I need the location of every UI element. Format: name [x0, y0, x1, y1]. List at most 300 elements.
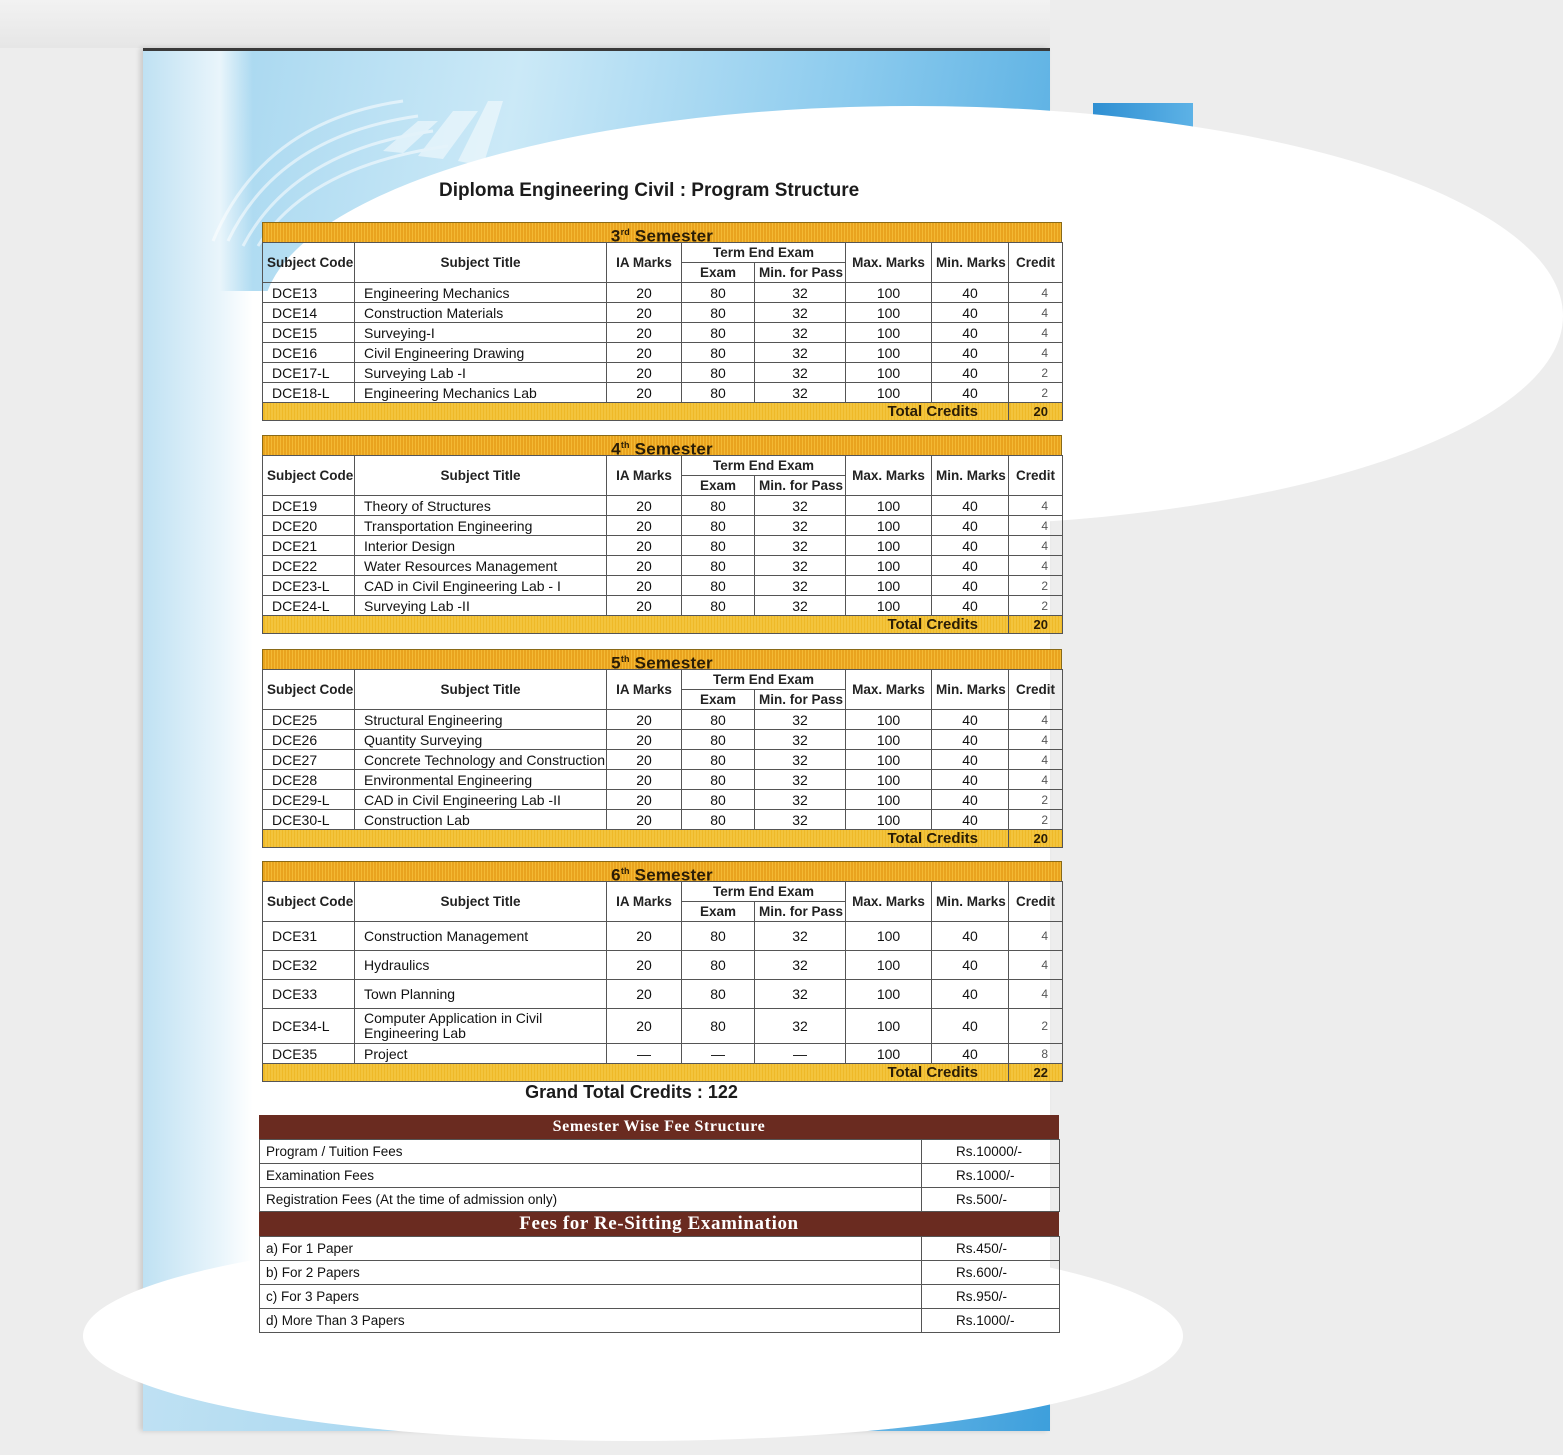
- cell-min-marks: 40: [932, 303, 1009, 323]
- cell-credit: 2: [1009, 383, 1063, 403]
- table-row: [263, 343, 1063, 363]
- cell-max-marks: 100: [846, 730, 932, 750]
- cell-ia-marks: 20: [607, 810, 682, 830]
- table-row: [263, 363, 1063, 383]
- fee-row: [260, 1188, 1060, 1212]
- cell-min-marks: 40: [932, 750, 1009, 770]
- cell-min-for-pass: 32: [755, 383, 846, 403]
- cell-subject-title: Quantity Surveying: [355, 730, 607, 750]
- total-credits-value: 20: [1009, 616, 1063, 634]
- cell-min-marks: 40: [932, 1009, 1009, 1044]
- header-min-marks: Min. Marks: [932, 882, 1009, 922]
- cell-ia-marks: —: [607, 1044, 682, 1064]
- table-row: [263, 576, 1063, 596]
- cell-exam-marks: 80: [682, 770, 755, 790]
- cell-credit: 4: [1009, 710, 1063, 730]
- semester-subjects-table: [262, 881, 1063, 1082]
- cell-subject-title: Construction Materials: [355, 303, 607, 323]
- cell-subject-code: DCE14: [263, 303, 355, 323]
- cell-subject-title: CAD in Civil Engineering Lab -II: [355, 790, 607, 810]
- header-max-marks: Max. Marks: [846, 456, 932, 496]
- cell-subject-code: DCE16: [263, 343, 355, 363]
- cell-exam-marks: —: [682, 1044, 755, 1064]
- semester-table-4: [262, 435, 1062, 634]
- cell-max-marks: 100: [846, 496, 932, 516]
- cell-subject-title: Transportation Engineering: [355, 516, 607, 536]
- cell-credit: 4: [1009, 343, 1063, 363]
- header-term-end-exam: Term End Exam: [682, 882, 846, 902]
- table-row: [263, 596, 1063, 616]
- cell-credit: 4: [1009, 951, 1063, 980]
- header-exam: Exam: [682, 902, 755, 922]
- semester-label: Semester: [634, 865, 713, 885]
- cell-subject-code: DCE21: [263, 536, 355, 556]
- cell-ia-marks: 20: [607, 980, 682, 1009]
- cell-min-for-pass: 32: [755, 556, 846, 576]
- cell-subject-code: DCE17-L: [263, 363, 355, 383]
- cell-credit: 4: [1009, 922, 1063, 951]
- cell-subject-code: DCE29-L: [263, 790, 355, 810]
- cell-exam-marks: 80: [682, 496, 755, 516]
- resit-fee-row: [260, 1237, 1060, 1261]
- fee-row: [260, 1140, 1060, 1164]
- cell-min-marks: 40: [932, 536, 1009, 556]
- cell-credit: 4: [1009, 980, 1063, 1009]
- cell-exam-marks: 80: [682, 1009, 755, 1044]
- cell-min-for-pass: 32: [755, 810, 846, 830]
- cell-min-marks: 40: [932, 323, 1009, 343]
- cell-max-marks: 100: [846, 750, 932, 770]
- header-subject-code: Subject Code: [263, 456, 355, 496]
- fee-item-label: d) More Than 3 Papers: [260, 1309, 922, 1333]
- cell-exam-marks: 80: [682, 323, 755, 343]
- header-subject-code: Subject Code: [263, 243, 355, 283]
- cell-min-marks: 40: [932, 770, 1009, 790]
- cell-subject-code: DCE34-L: [263, 1009, 355, 1044]
- header-term-end-exam: Term End Exam: [682, 243, 846, 263]
- header-exam: Exam: [682, 690, 755, 710]
- page-title: Diploma Engineering Civil : Program Structure: [439, 180, 860, 201]
- header-subject-title: Subject Title: [355, 243, 607, 283]
- cell-subject-title: Structural Engineering: [355, 710, 607, 730]
- header-min-marks: Min. Marks: [932, 456, 1009, 496]
- total-credits-label: Total Credits: [263, 403, 1009, 421]
- table-row: [263, 283, 1063, 303]
- cell-exam-marks: 80: [682, 516, 755, 536]
- cell-max-marks: 100: [846, 383, 932, 403]
- cell-credit: 2: [1009, 1009, 1063, 1044]
- cell-exam-marks: 80: [682, 790, 755, 810]
- fee-row: [260, 1164, 1060, 1188]
- cell-subject-code: DCE24-L: [263, 596, 355, 616]
- cell-min-for-pass: 32: [755, 750, 846, 770]
- fee-structure-table: [259, 1139, 1060, 1212]
- header-term-end-exam: Term End Exam: [682, 456, 846, 476]
- cell-ia-marks: 20: [607, 576, 682, 596]
- fee-item-label: b) For 2 Papers: [260, 1261, 922, 1285]
- header-min-for-pass: Min. for Pass: [755, 902, 846, 922]
- cell-max-marks: 100: [846, 1044, 932, 1064]
- fee-structure: [259, 1115, 1059, 1333]
- cell-min-for-pass: 32: [755, 1009, 846, 1044]
- resit-fee-row: [260, 1261, 1060, 1285]
- cell-subject-code: DCE23-L: [263, 576, 355, 596]
- semester-label: Semester: [634, 439, 713, 459]
- cell-min-marks: 40: [932, 980, 1009, 1009]
- fee-item-label: Examination Fees: [260, 1164, 922, 1188]
- cell-ia-marks: 20: [607, 750, 682, 770]
- cell-subject-title: Interior Design: [355, 536, 607, 556]
- fee-item-label: Program / Tuition Fees: [260, 1140, 922, 1164]
- cell-min-marks: 40: [932, 1044, 1009, 1064]
- table-row: [263, 810, 1063, 830]
- cell-subject-code: DCE27: [263, 750, 355, 770]
- resit-fees-title: Fees for Re-Sitting Examination: [259, 1212, 1059, 1236]
- cell-credit: 2: [1009, 363, 1063, 383]
- table-row: [263, 922, 1063, 951]
- header-ia-marks: IA Marks: [607, 882, 682, 922]
- header-ia-marks: IA Marks: [607, 456, 682, 496]
- cell-max-marks: 100: [846, 556, 932, 576]
- resit-fee-row: [260, 1285, 1060, 1309]
- cell-max-marks: 100: [846, 922, 932, 951]
- cell-min-marks: 40: [932, 383, 1009, 403]
- cell-exam-marks: 80: [682, 576, 755, 596]
- cell-credit: 2: [1009, 790, 1063, 810]
- cell-min-marks: 40: [932, 556, 1009, 576]
- cell-subject-title: Hydraulics: [355, 951, 607, 980]
- header-min-for-pass: Min. for Pass: [755, 476, 846, 496]
- cell-ia-marks: 20: [607, 516, 682, 536]
- semester-heading: [262, 222, 1062, 246]
- header-credit: Credit: [1009, 243, 1063, 283]
- cell-credit: 4: [1009, 323, 1063, 343]
- cell-min-marks: 40: [932, 710, 1009, 730]
- header-min-marks: Min. Marks: [932, 670, 1009, 710]
- cell-ia-marks: 20: [607, 730, 682, 750]
- cell-min-marks: 40: [932, 596, 1009, 616]
- total-credits-value: 20: [1009, 830, 1063, 848]
- total-credits-value: 22: [1009, 1064, 1063, 1082]
- cell-ia-marks: 20: [607, 710, 682, 730]
- fee-amount: Rs.500/-: [922, 1188, 1060, 1212]
- header-credit: Credit: [1009, 456, 1063, 496]
- cell-subject-title: Environmental Engineering: [355, 770, 607, 790]
- cell-min-for-pass: 32: [755, 576, 846, 596]
- cell-min-for-pass: 32: [755, 596, 846, 616]
- cell-max-marks: 100: [846, 303, 932, 323]
- semester-number: 5: [611, 653, 621, 673]
- cell-ia-marks: 20: [607, 323, 682, 343]
- cell-subject-code: DCE19: [263, 496, 355, 516]
- fee-amount: Rs.10000/-: [922, 1140, 1060, 1164]
- semester-table-6: [262, 861, 1062, 1082]
- cell-subject-code: DCE13: [263, 283, 355, 303]
- cell-subject-title: Surveying Lab -I: [355, 363, 607, 383]
- total-credits-label: Total Credits: [263, 616, 1009, 634]
- header-max-marks: Max. Marks: [846, 882, 932, 922]
- cell-exam-marks: 80: [682, 710, 755, 730]
- cell-max-marks: 100: [846, 576, 932, 596]
- cell-max-marks: 100: [846, 980, 932, 1009]
- header-subject-code: Subject Code: [263, 882, 355, 922]
- cell-exam-marks: 80: [682, 810, 755, 830]
- cell-min-for-pass: 32: [755, 303, 846, 323]
- cell-credit: 4: [1009, 770, 1063, 790]
- header-min-marks: Min. Marks: [932, 243, 1009, 283]
- table-row: [263, 496, 1063, 516]
- cell-min-for-pass: —: [755, 1044, 846, 1064]
- cell-ia-marks: 20: [607, 283, 682, 303]
- semester-subjects-table: [262, 669, 1063, 848]
- table-row: [263, 323, 1063, 343]
- cell-subject-title: Water Resources Management: [355, 556, 607, 576]
- cell-exam-marks: 80: [682, 750, 755, 770]
- cell-subject-code: DCE32: [263, 951, 355, 980]
- cell-ia-marks: 20: [607, 556, 682, 576]
- cell-subject-title: Construction Management: [355, 922, 607, 951]
- cell-exam-marks: 80: [682, 730, 755, 750]
- cell-subject-title: CAD in Civil Engineering Lab - I: [355, 576, 607, 596]
- semester-label: Semester: [634, 226, 714, 246]
- cell-ia-marks: 20: [607, 496, 682, 516]
- cell-exam-marks: 80: [682, 363, 755, 383]
- semester-ordinal-suffix: th: [620, 440, 630, 450]
- header-credit: Credit: [1009, 882, 1063, 922]
- fee-amount: Rs.600/-: [922, 1261, 1060, 1285]
- cell-max-marks: 100: [846, 596, 932, 616]
- cell-max-marks: 100: [846, 516, 932, 536]
- cell-min-for-pass: 32: [755, 343, 846, 363]
- cell-exam-marks: 80: [682, 980, 755, 1009]
- cell-min-for-pass: 32: [755, 951, 846, 980]
- cell-min-for-pass: 32: [755, 323, 846, 343]
- cell-credit: 2: [1009, 810, 1063, 830]
- semester-number: 6: [611, 865, 621, 885]
- cell-subject-code: DCE30-L: [263, 810, 355, 830]
- resit-fee-row: [260, 1309, 1060, 1333]
- cell-min-marks: 40: [932, 516, 1009, 536]
- cell-max-marks: 100: [846, 770, 932, 790]
- cell-max-marks: 100: [846, 363, 932, 383]
- cell-min-for-pass: 32: [755, 790, 846, 810]
- cell-max-marks: 100: [846, 810, 932, 830]
- table-row: [263, 750, 1063, 770]
- header-min-for-pass: Min. for Pass: [755, 263, 846, 283]
- cell-subject-title: Town Planning: [355, 980, 607, 1009]
- cell-min-marks: 40: [932, 576, 1009, 596]
- cell-credit: 8: [1009, 1044, 1063, 1064]
- cell-ia-marks: 20: [607, 363, 682, 383]
- fee-item-label: Registration Fees (At the time of admission only): [260, 1188, 922, 1212]
- cell-min-marks: 40: [932, 283, 1009, 303]
- header-ia-marks: IA Marks: [607, 243, 682, 283]
- cell-max-marks: 100: [846, 536, 932, 556]
- cell-min-for-pass: 32: [755, 283, 846, 303]
- cell-exam-marks: 80: [682, 343, 755, 363]
- cell-credit: 4: [1009, 516, 1063, 536]
- cell-min-for-pass: 32: [755, 363, 846, 383]
- cell-subject-code: DCE20: [263, 516, 355, 536]
- header-subject-code: Subject Code: [263, 670, 355, 710]
- cell-min-for-pass: 32: [755, 710, 846, 730]
- total-credits-label: Total Credits: [263, 830, 1009, 848]
- cell-min-for-pass: 32: [755, 922, 846, 951]
- cell-min-for-pass: 32: [755, 730, 846, 750]
- cell-subject-title: Surveying-I: [355, 323, 607, 343]
- table-row: [263, 790, 1063, 810]
- scan-background: [0, 0, 1050, 48]
- cell-subject-code: DCE28: [263, 770, 355, 790]
- cell-max-marks: 100: [846, 343, 932, 363]
- cell-max-marks: 100: [846, 951, 932, 980]
- cell-ia-marks: 20: [607, 343, 682, 363]
- cell-min-marks: 40: [932, 810, 1009, 830]
- semester-number: 4: [611, 439, 621, 459]
- cell-min-marks: 40: [932, 343, 1009, 363]
- header-credit: Credit: [1009, 670, 1063, 710]
- cell-exam-marks: 80: [682, 596, 755, 616]
- cell-ia-marks: 20: [607, 770, 682, 790]
- header-ia-marks: IA Marks: [607, 670, 682, 710]
- table-row: [263, 951, 1063, 980]
- header-subject-title: Subject Title: [355, 882, 607, 922]
- cell-max-marks: 100: [846, 323, 932, 343]
- total-credits-row: [263, 1064, 1063, 1082]
- table-row: [263, 730, 1063, 750]
- fee-structure-title: Semester Wise Fee Structure: [259, 1115, 1059, 1139]
- semester-table-5: [262, 649, 1062, 848]
- cell-min-for-pass: 32: [755, 770, 846, 790]
- cell-exam-marks: 80: [682, 303, 755, 323]
- fee-item-label: a) For 1 Paper: [260, 1237, 922, 1261]
- cell-ia-marks: 20: [607, 383, 682, 403]
- cell-max-marks: 100: [846, 1009, 932, 1044]
- total-credits-row: [263, 830, 1063, 848]
- cell-max-marks: 100: [846, 283, 932, 303]
- cell-max-marks: 100: [846, 790, 932, 810]
- cell-ia-marks: 20: [607, 922, 682, 951]
- cell-min-marks: 40: [932, 790, 1009, 810]
- cell-max-marks: 100: [846, 710, 932, 730]
- cell-credit: 4: [1009, 496, 1063, 516]
- cell-subject-title: Engineering Mechanics: [355, 283, 607, 303]
- cell-credit: 4: [1009, 730, 1063, 750]
- cell-subject-code: DCE26: [263, 730, 355, 750]
- cell-exam-marks: 80: [682, 556, 755, 576]
- cell-exam-marks: 80: [682, 536, 755, 556]
- cell-subject-title: Theory of Structures: [355, 496, 607, 516]
- semester-subjects-table: [262, 455, 1063, 634]
- semester-table-3: [262, 222, 1062, 421]
- fee-item-label: c) For 3 Papers: [260, 1285, 922, 1309]
- semester-subjects-table: [262, 242, 1063, 421]
- total-credits-row: [263, 403, 1063, 421]
- fee-amount: Rs.950/-: [922, 1285, 1060, 1309]
- table-row: [263, 770, 1063, 790]
- cell-ia-marks: 20: [607, 1009, 682, 1044]
- semester-number: 3: [610, 226, 621, 246]
- cell-subject-code: DCE31: [263, 922, 355, 951]
- cell-min-for-pass: 32: [755, 980, 846, 1009]
- table-row: [263, 980, 1063, 1009]
- table-row: [263, 383, 1063, 403]
- cell-credit: 4: [1009, 283, 1063, 303]
- cell-credit: 4: [1009, 536, 1063, 556]
- cell-credit: 4: [1009, 750, 1063, 770]
- table-row: [263, 556, 1063, 576]
- cell-min-for-pass: 32: [755, 536, 846, 556]
- cell-subject-title: Construction Lab: [355, 810, 607, 830]
- cell-subject-title: Project: [355, 1044, 607, 1064]
- left-background: [143, 51, 253, 1431]
- table-row: [263, 710, 1063, 730]
- cell-subject-code: DCE33: [263, 980, 355, 1009]
- table-row: [263, 1009, 1063, 1044]
- fee-amount: Rs.1000/-: [922, 1164, 1060, 1188]
- cell-subject-title: Engineering Mechanics Lab: [355, 383, 607, 403]
- total-credits-row: [263, 616, 1063, 634]
- table-row: [263, 303, 1063, 323]
- cell-subject-code: DCE35: [263, 1044, 355, 1064]
- fee-amount: Rs.450/-: [922, 1237, 1060, 1261]
- cell-subject-code: DCE25: [263, 710, 355, 730]
- header-exam: Exam: [682, 476, 755, 496]
- cell-min-for-pass: 32: [755, 496, 846, 516]
- header-max-marks: Max. Marks: [846, 243, 932, 283]
- semester-ordinal-suffix: rd: [620, 227, 630, 237]
- cell-min-marks: 40: [932, 730, 1009, 750]
- table-row: [263, 516, 1063, 536]
- semester-ordinal-suffix: th: [620, 866, 630, 876]
- header-subject-title: Subject Title: [355, 456, 607, 496]
- header-term-end-exam: Term End Exam: [682, 670, 846, 690]
- total-credits-label: Total Credits: [263, 1064, 1009, 1082]
- semester-heading: [262, 435, 1062, 459]
- cell-ia-marks: 20: [607, 596, 682, 616]
- semester-heading: [262, 649, 1062, 673]
- semester-label: Semester: [634, 653, 713, 673]
- fee-amount: Rs.1000/-: [922, 1309, 1060, 1333]
- cell-subject-title: Concrete Technology and Construction: [355, 750, 607, 770]
- cell-min-marks: 40: [932, 496, 1009, 516]
- cell-min-marks: 40: [932, 363, 1009, 383]
- cell-ia-marks: 20: [607, 536, 682, 556]
- table-row: [263, 536, 1063, 556]
- cell-subject-code: DCE15: [263, 323, 355, 343]
- grand-total-credits: Grand Total Credits : 122: [525, 1082, 738, 1102]
- cell-subject-title: Computer Application in Civil Engineering Lab: [355, 1009, 607, 1044]
- total-credits-value: 20: [1009, 403, 1063, 421]
- header-max-marks: Max. Marks: [846, 670, 932, 710]
- header-subject-title: Subject Title: [355, 670, 607, 710]
- semester-ordinal-suffix: th: [620, 654, 630, 664]
- cell-subject-title: Civil Engineering Drawing: [355, 343, 607, 363]
- cell-credit: 4: [1009, 556, 1063, 576]
- cell-subject-code: DCE22: [263, 556, 355, 576]
- cell-ia-marks: 20: [607, 790, 682, 810]
- cell-exam-marks: 80: [682, 951, 755, 980]
- cell-credit: 2: [1009, 596, 1063, 616]
- cell-ia-marks: 20: [607, 303, 682, 323]
- cell-min-marks: 40: [932, 951, 1009, 980]
- cell-credit: 2: [1009, 576, 1063, 596]
- header-min-for-pass: Min. for Pass: [755, 690, 846, 710]
- cell-exam-marks: 80: [682, 383, 755, 403]
- cell-subject-code: DCE18-L: [263, 383, 355, 403]
- table-row: [263, 1044, 1063, 1064]
- cell-exam-marks: 80: [682, 283, 755, 303]
